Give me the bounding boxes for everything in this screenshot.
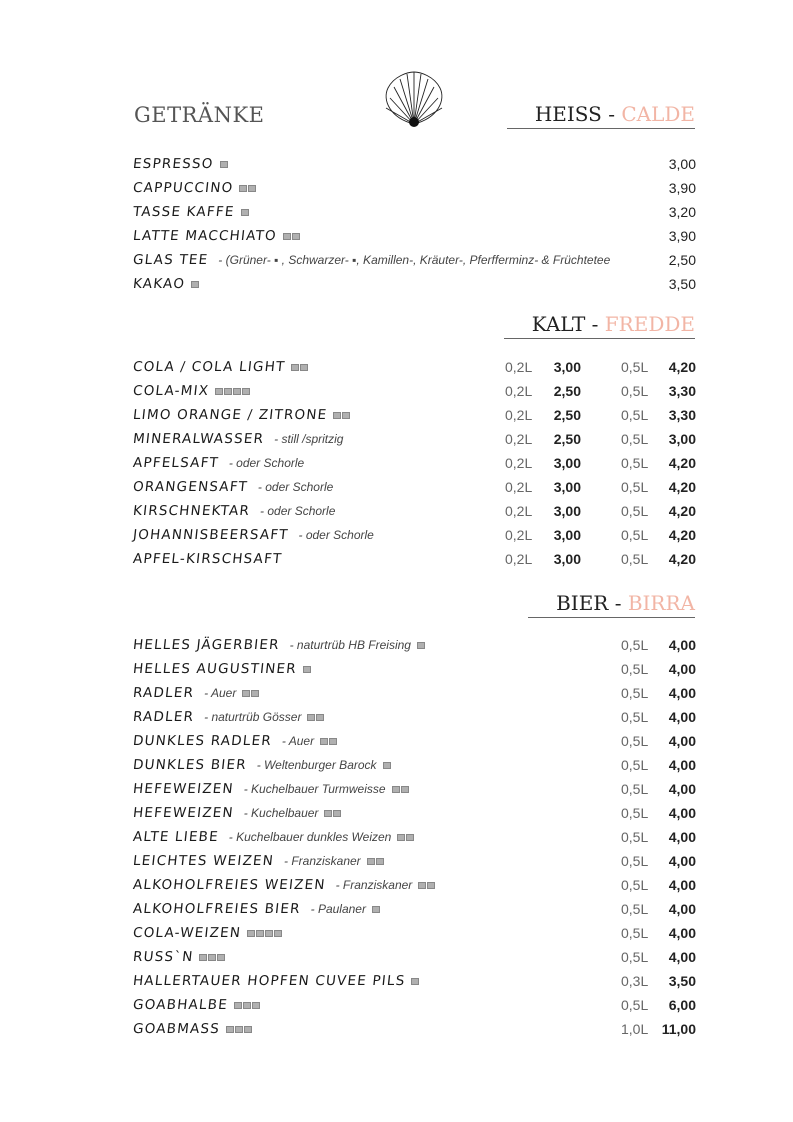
- item-price: 4,00: [668, 805, 696, 821]
- allergen-code-icon: [397, 834, 405, 841]
- menu-item-row: [133, 850, 696, 872]
- item-name: CAPPUCCINO: [132, 180, 235, 196]
- allergen-code-icon: [235, 1026, 243, 1033]
- menu-item-row: [133, 500, 696, 522]
- allergen-codes: [191, 281, 199, 288]
- allergen-code-icon: [208, 954, 216, 961]
- allergen-codes: [383, 762, 391, 769]
- item-name: JOHANNISBEERSAFT: [132, 527, 290, 543]
- item-name: COLA-MIX: [132, 383, 211, 399]
- item-name: KAKAO: [132, 276, 186, 292]
- allergen-code-icon: [252, 1002, 260, 1009]
- allergen-codes: [247, 930, 282, 937]
- allergen-codes: [367, 858, 384, 865]
- shell-logo-icon: [380, 70, 448, 130]
- item-price: 4,00: [668, 949, 696, 965]
- menu-item-row: [133, 452, 696, 474]
- menu-item-row: [133, 730, 696, 752]
- menu-item-row: [133, 273, 696, 295]
- allergen-code-icon: [320, 738, 328, 745]
- item-name: ESPRESSO: [132, 156, 215, 172]
- item-volume: 0,5L: [621, 757, 649, 773]
- small-volume: 0,2L: [505, 431, 533, 447]
- item-price: 3,90: [668, 228, 696, 244]
- large-volume: 0,5L: [621, 407, 649, 423]
- menu-item-row: [133, 524, 696, 546]
- large-volume: 0,5L: [621, 503, 649, 519]
- large-price: 3,00: [668, 431, 696, 447]
- item-price: 11,00: [661, 1021, 696, 1037]
- small-volume: 0,2L: [505, 383, 533, 399]
- menu-item-row: [133, 778, 696, 800]
- item-volume: 0,5L: [621, 925, 649, 941]
- item-volume: 0,5L: [621, 709, 649, 725]
- section-header-hot: [507, 102, 695, 129]
- allergen-code-icon: [303, 666, 311, 673]
- allergen-codes: [234, 1002, 260, 1009]
- allergen-code-icon: [324, 810, 332, 817]
- item-price: 4,00: [668, 829, 696, 845]
- small-volume: 0,2L: [505, 527, 533, 543]
- menu-item-row: [133, 874, 696, 896]
- item-name: HELLES AUGUSTINER: [132, 661, 298, 677]
- allergen-codes: [291, 364, 308, 371]
- item-name: RUSS`N: [132, 949, 195, 965]
- small-price: 2,50: [553, 383, 581, 399]
- item-note: - naturtrüb Gösser: [204, 710, 302, 724]
- allergen-code-icon: [224, 388, 232, 395]
- item-note: - Auer: [204, 686, 237, 700]
- allergen-code-icon: [265, 930, 273, 937]
- allergen-codes: [397, 834, 414, 841]
- item-note: - Franziskaner: [335, 878, 413, 892]
- allergen-codes: [324, 810, 341, 817]
- allergen-code-icon: [427, 882, 435, 889]
- allergen-code-icon: [217, 954, 225, 961]
- section-header-cold: [504, 312, 695, 339]
- large-price: 4,20: [668, 551, 696, 567]
- small-volume: 0,2L: [505, 455, 533, 471]
- item-name: LEICHTES WEIZEN: [132, 853, 275, 869]
- item-volume: 0,5L: [621, 805, 649, 821]
- large-price: 4,20: [668, 359, 696, 375]
- item-name: RADLER: [132, 685, 195, 701]
- item-name: HELLES JÄGERBIER: [132, 637, 281, 653]
- allergen-code-icon: [248, 185, 256, 192]
- item-note: - still /spritzig: [274, 432, 344, 446]
- item-price: 4,00: [668, 781, 696, 797]
- item-price: 4,00: [668, 901, 696, 917]
- allergen-code-icon: [307, 714, 315, 721]
- allergen-codes: [242, 690, 259, 697]
- item-note: - oder Schorle: [228, 456, 305, 470]
- small-volume: 0,2L: [505, 551, 533, 567]
- item-volume: 0,5L: [621, 637, 649, 653]
- allergen-codes: [307, 714, 324, 721]
- item-name: GOABMASS: [132, 1021, 221, 1037]
- menu-item-row: [133, 249, 696, 271]
- large-volume: 0,5L: [621, 479, 649, 495]
- allergen-code-icon: [243, 1002, 251, 1009]
- large-volume: 0,5L: [621, 431, 649, 447]
- menu-item-row: [133, 380, 696, 402]
- section-title-italian: FREDDE: [604, 312, 695, 336]
- item-note: - Kuchelbauer Turmweisse: [243, 782, 386, 796]
- item-volume: 0,5L: [621, 901, 649, 917]
- allergen-code-icon: [418, 882, 426, 889]
- item-name: LATTE MACCHIATO: [132, 228, 278, 244]
- item-name: COLA-WEIZEN: [132, 925, 242, 941]
- allergen-codes: [226, 1026, 252, 1033]
- allergen-code-icon: [383, 762, 391, 769]
- item-name: KIRSCHNEKTAR: [132, 503, 251, 519]
- menu-item-row: [133, 898, 696, 920]
- allergen-codes: [333, 412, 350, 419]
- item-volume: 0,5L: [621, 781, 649, 797]
- allergen-code-icon: [292, 233, 300, 240]
- allergen-codes: [392, 786, 409, 793]
- small-price: 2,50: [553, 431, 581, 447]
- menu-item-row: [133, 682, 696, 704]
- item-volume: 0,5L: [621, 685, 649, 701]
- menu-item-row: [133, 476, 696, 498]
- menu-item-row: [133, 946, 696, 968]
- item-name: ALKOHOLFREIES WEIZEN: [132, 877, 327, 893]
- large-price: 4,20: [668, 479, 696, 495]
- large-price: 4,20: [668, 503, 696, 519]
- item-volume: 0,3L: [621, 973, 649, 989]
- menu-item-row: [133, 153, 696, 175]
- item-name: LIMO ORANGE / ZITRONE: [132, 407, 329, 423]
- allergen-codes: [220, 161, 228, 168]
- menu-item-row: [133, 225, 696, 247]
- allergen-codes: [320, 738, 337, 745]
- menu-item-row: [133, 754, 696, 776]
- large-price: 4,20: [668, 527, 696, 543]
- item-note: - (Grüner- ▪ , Schwarzer- ▪, Kamillen-, Kräuter-, Pferfferminz- & Früchtetee: [218, 253, 611, 267]
- item-price: 4,00: [668, 757, 696, 773]
- item-price: 4,00: [668, 637, 696, 653]
- menu-item-row: [133, 970, 696, 992]
- allergen-code-icon: [329, 738, 337, 745]
- allergen-codes: [239, 185, 256, 192]
- menu-item-row: [133, 826, 696, 848]
- allergen-code-icon: [233, 388, 241, 395]
- menu-item-row: [133, 428, 696, 450]
- item-price: 4,00: [668, 853, 696, 869]
- allergen-code-icon: [376, 858, 384, 865]
- menu-item-row: [133, 634, 696, 656]
- item-note: - oder Schorle: [298, 528, 374, 542]
- item-name: DUNKLES BIER: [132, 757, 248, 773]
- item-name: HALLERTAUER HOPFEN CUVEE PILS: [132, 973, 407, 989]
- allergen-code-icon: [283, 233, 291, 240]
- item-name: GLAS TEE: [132, 252, 210, 268]
- item-volume: 0,5L: [621, 949, 649, 965]
- item-name: COLA / COLA LIGHT: [132, 359, 287, 375]
- allergen-code-icon: [226, 1026, 234, 1033]
- item-note: - Franziskaner: [283, 854, 361, 868]
- allergen-code-icon: [300, 364, 308, 371]
- menu-item-row: [133, 201, 696, 223]
- item-note: - naturtrüb HB Freising: [289, 638, 411, 652]
- page-title: GETRÄNKE: [134, 103, 265, 127]
- item-price: 4,00: [668, 661, 696, 677]
- item-price: 2,50: [668, 252, 696, 268]
- small-volume: 0,2L: [505, 479, 533, 495]
- allergen-code-icon: [215, 388, 223, 395]
- item-price: 4,00: [668, 685, 696, 701]
- item-name: RADLER: [132, 709, 195, 725]
- item-note: - Kuchelbauer dunkles Weizen: [228, 830, 392, 844]
- item-price: 4,00: [668, 733, 696, 749]
- allergen-code-icon: [406, 834, 414, 841]
- item-note: - oder Schorle: [260, 504, 336, 518]
- item-price: 3,00: [668, 156, 696, 172]
- item-volume: 1,0L: [621, 1021, 649, 1037]
- item-note: - Paulaner: [310, 902, 366, 916]
- item-name: APFELSAFT: [132, 455, 220, 471]
- item-price: 4,00: [668, 709, 696, 725]
- small-price: 3,00: [553, 503, 581, 519]
- allergen-codes: [215, 388, 250, 395]
- small-volume: 0,2L: [505, 359, 533, 375]
- allergen-code-icon: [291, 364, 299, 371]
- section-title: BIER -: [556, 591, 628, 615]
- small-price: 3,00: [553, 551, 581, 567]
- allergen-codes: [199, 954, 225, 961]
- allergen-codes: [241, 209, 249, 216]
- large-volume: 0,5L: [621, 359, 649, 375]
- menu-item-row: [133, 994, 696, 1016]
- allergen-codes: [411, 978, 419, 985]
- item-note: - Auer: [281, 734, 315, 748]
- menu-item-row: [133, 404, 696, 426]
- item-volume: 0,5L: [621, 829, 649, 845]
- item-note: - oder Schorle: [257, 480, 334, 494]
- item-name: DUNKLES RADLER: [132, 733, 273, 749]
- section-header-beer: [528, 591, 695, 618]
- item-volume: 0,5L: [621, 877, 649, 893]
- menu-item-row: [133, 1018, 696, 1040]
- allergen-code-icon: [333, 412, 341, 419]
- item-price: 4,00: [668, 925, 696, 941]
- allergen-code-icon: [247, 930, 255, 937]
- large-volume: 0,5L: [621, 455, 649, 471]
- allergen-codes: [372, 906, 380, 913]
- item-name: GOABHALBE: [132, 997, 229, 1013]
- large-volume: 0,5L: [621, 527, 649, 543]
- allergen-code-icon: [220, 161, 228, 168]
- allergen-code-icon: [417, 642, 425, 649]
- item-note: - Weltenburger Barock: [256, 758, 377, 772]
- item-note: - Kuchelbauer: [243, 806, 319, 820]
- menu-item-row: [133, 802, 696, 824]
- small-price: 3,00: [553, 455, 581, 471]
- item-price: 3,50: [668, 973, 696, 989]
- allergen-code-icon: [372, 906, 380, 913]
- allergen-code-icon: [241, 209, 249, 216]
- section-title-italian: CALDE: [621, 102, 695, 126]
- menu-item-row: [133, 356, 696, 378]
- small-price: 3,00: [553, 359, 581, 375]
- item-name: HEFEWEIZEN: [132, 805, 235, 821]
- small-volume: 0,2L: [505, 407, 533, 423]
- allergen-code-icon: [316, 714, 324, 721]
- large-volume: 0,5L: [621, 551, 649, 567]
- menu-item-row: [133, 548, 696, 570]
- allergen-code-icon: [411, 978, 419, 985]
- large-volume: 0,5L: [621, 383, 649, 399]
- menu-item-row: [133, 706, 696, 728]
- small-price: 2,50: [553, 407, 581, 423]
- item-price: 3,20: [668, 204, 696, 220]
- allergen-code-icon: [199, 954, 207, 961]
- allergen-codes: [283, 233, 300, 240]
- allergen-code-icon: [392, 786, 400, 793]
- allergen-code-icon: [244, 1026, 252, 1033]
- item-volume: 0,5L: [621, 661, 649, 677]
- item-name: ALTE LIEBE: [132, 829, 220, 845]
- small-price: 3,00: [553, 479, 581, 495]
- menu-item-row: [133, 177, 696, 199]
- item-volume: 0,5L: [621, 853, 649, 869]
- item-price: 6,00: [668, 997, 696, 1013]
- allergen-code-icon: [242, 388, 250, 395]
- small-price: 3,00: [553, 527, 581, 543]
- allergen-code-icon: [239, 185, 247, 192]
- large-price: 3,30: [668, 383, 696, 399]
- small-volume: 0,2L: [505, 503, 533, 519]
- allergen-code-icon: [401, 786, 409, 793]
- allergen-code-icon: [191, 281, 199, 288]
- item-name: MINERALWASSER: [132, 431, 265, 447]
- allergen-code-icon: [342, 412, 350, 419]
- allergen-code-icon: [367, 858, 375, 865]
- item-name: APFEL-KIRSCHSAFT: [132, 551, 284, 567]
- allergen-code-icon: [242, 690, 250, 697]
- item-volume: 0,5L: [621, 997, 649, 1013]
- menu-item-row: [133, 922, 696, 944]
- allergen-codes: [417, 642, 425, 649]
- item-name: HEFEWEIZEN: [132, 781, 235, 797]
- allergen-codes: [303, 666, 311, 673]
- item-price: 3,50: [668, 276, 696, 292]
- section-title: KALT -: [531, 312, 605, 336]
- allergen-code-icon: [274, 930, 282, 937]
- item-name: ALKOHOLFREIES BIER: [132, 901, 302, 917]
- allergen-code-icon: [251, 690, 259, 697]
- menu-item-row: [133, 658, 696, 680]
- item-price: 3,90: [668, 180, 696, 196]
- item-price: 4,00: [668, 877, 696, 893]
- section-title-italian: BIRRA: [627, 591, 695, 615]
- allergen-code-icon: [234, 1002, 242, 1009]
- item-name: ORANGENSAFT: [132, 479, 249, 495]
- allergen-code-icon: [333, 810, 341, 817]
- large-price: 3,30: [668, 407, 696, 423]
- section-title: HEISS -: [534, 102, 622, 126]
- large-price: 4,20: [668, 455, 696, 471]
- allergen-code-icon: [256, 930, 264, 937]
- allergen-codes: [418, 882, 435, 889]
- item-name: TASSE KAFFE: [132, 204, 236, 220]
- item-volume: 0,5L: [621, 733, 649, 749]
